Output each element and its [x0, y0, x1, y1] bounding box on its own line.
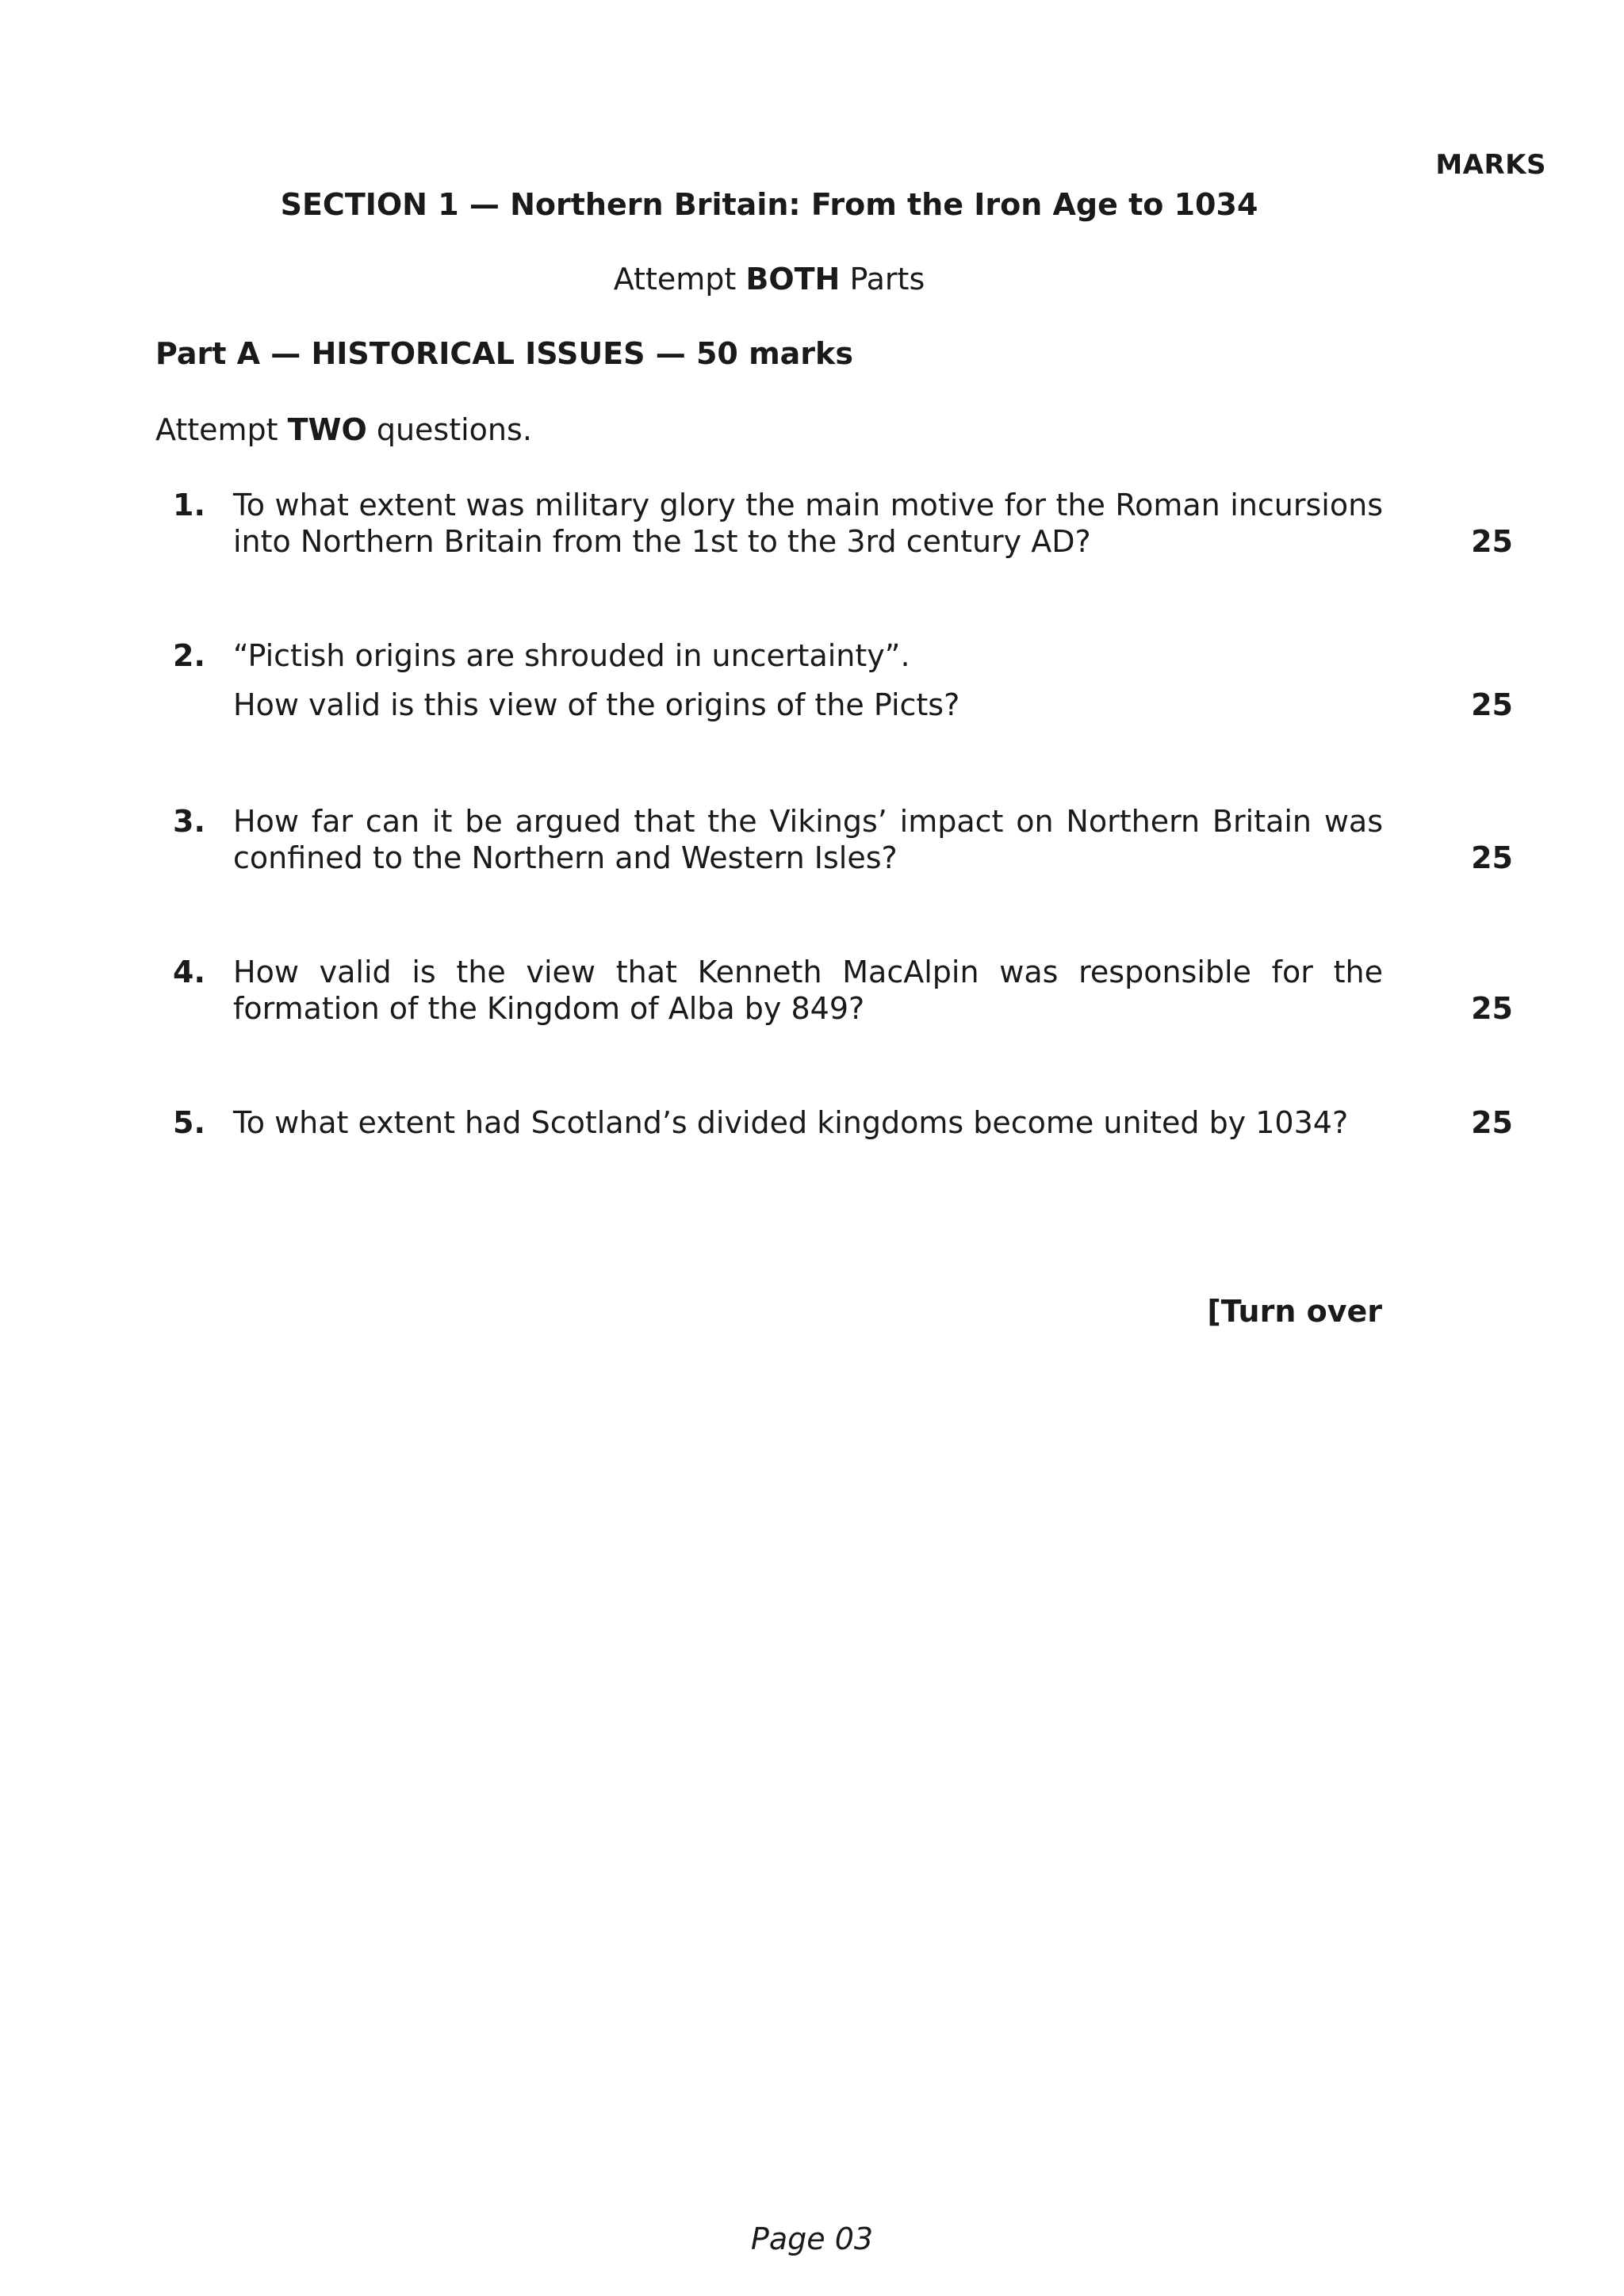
question-3 — [155, 803, 1513, 876]
question-1 — [155, 487, 1513, 560]
attempt-two-suffix: questions. — [366, 412, 532, 447]
question-text — [233, 637, 1383, 723]
question-number: 5. — [173, 1105, 205, 1140]
turn-over-note: [Turn over — [1207, 1294, 1382, 1329]
attempt-two-bold: TWO — [287, 412, 367, 447]
question-2 — [155, 637, 1513, 723]
question-number: 1. — [173, 488, 205, 522]
question-number: 2. — [173, 638, 205, 673]
attempt-both-prefix: Attempt — [613, 262, 746, 297]
attempt-both-instruction — [0, 262, 1538, 297]
question-marks: 25 — [1471, 840, 1513, 875]
question-number: 3. — [173, 804, 205, 839]
question-marks: 25 — [1471, 1105, 1513, 1140]
question-line: How valid is this view of the origins of the Picts? — [233, 687, 960, 722]
question-line: How far can it be argued that the Vikings’ impact on Northern Britain was confined to the Northern and Western Isles? — [233, 804, 1383, 875]
question-text — [233, 487, 1383, 560]
question-4 — [155, 954, 1513, 1027]
question-number: 4. — [173, 955, 205, 989]
attempt-both-bold: BOTH — [745, 262, 841, 297]
question-marks: 25 — [1471, 991, 1513, 1026]
question-line: To what extent had Scotland’s divided kingdoms become united by 1034? — [233, 1105, 1349, 1140]
section-title: SECTION 1 — Northern Britain: From the Iron Age to 1034 — [280, 187, 1258, 222]
question-5 — [155, 1104, 1513, 1141]
question-text — [233, 803, 1383, 876]
question-line: How valid is the view that Kenneth MacAlpin was responsible for the formation of the Kingdom of Alba by 849? — [233, 955, 1383, 1026]
part-heading: Part A — HISTORICAL ISSUES — 50 marks — [155, 336, 853, 371]
question-text — [233, 954, 1383, 1027]
attempt-two-prefix: Attempt — [155, 412, 288, 447]
marks-column-header: MARKS — [1435, 149, 1546, 181]
page-number: Page 03 — [750, 2221, 874, 2256]
attempt-two-instruction — [155, 412, 532, 447]
question-line: “Pictish origins are shrouded in uncertainty”. — [233, 638, 910, 673]
question-text — [233, 1104, 1383, 1141]
question-line: To what extent was military glory the main motive for the Roman incursions into Northern Britain from the 1st to the 3rd century AD? — [233, 488, 1383, 559]
attempt-both-suffix: Parts — [840, 262, 925, 297]
question-marks: 25 — [1471, 687, 1513, 722]
question-marks: 25 — [1471, 524, 1513, 559]
